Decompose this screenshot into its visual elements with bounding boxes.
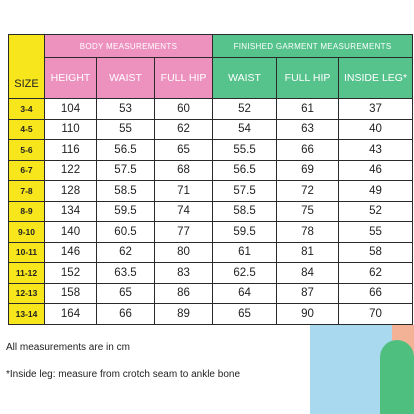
inside-leg-cell: 55 [339, 222, 413, 243]
height-cell: 128 [45, 181, 97, 202]
body-measurements-header: BODY MEASUREMENTS [45, 35, 213, 58]
finished-full-hip-cell: 87 [277, 283, 339, 304]
inside-leg-cell: 46 [339, 160, 413, 181]
inside-leg-cell: 37 [339, 99, 413, 120]
height-cell: 164 [45, 304, 97, 325]
inside-leg-cell: 62 [339, 263, 413, 284]
table-row [9, 160, 413, 181]
table-row [9, 201, 413, 222]
size-cell: 13-14 [9, 304, 45, 325]
height-cell: 140 [45, 222, 97, 243]
finished-full-hip-cell: 66 [277, 140, 339, 161]
height-cell: 134 [45, 201, 97, 222]
inside-leg-cell: 43 [339, 140, 413, 161]
size-chart-body [9, 99, 413, 325]
column-header-row [9, 58, 413, 99]
finished-full-hip-cell: 75 [277, 201, 339, 222]
column-header-finished-waist: WAIST [213, 58, 277, 99]
decorative-peach-block [392, 325, 414, 385]
height-cell: 104 [45, 99, 97, 120]
units-note: All measurements are in cm [6, 342, 130, 353]
finished-full-hip-cell: 63 [277, 119, 339, 140]
inside-leg-cell: 49 [339, 181, 413, 202]
finished-full-hip-cell: 81 [277, 242, 339, 263]
finished-waist-cell: 58.5 [213, 201, 277, 222]
column-header-body-full-hip: FULL HIP [155, 58, 213, 99]
size-cell: 6-7 [9, 160, 45, 181]
finished-full-hip-cell: 72 [277, 181, 339, 202]
body-waist-cell: 65 [97, 283, 155, 304]
finished-waist-cell: 61 [213, 242, 277, 263]
height-cell: 110 [45, 119, 97, 140]
inside-leg-cell: 66 [339, 283, 413, 304]
size-cell: 4-5 [9, 119, 45, 140]
decorative-blue-block [310, 325, 414, 414]
finished-waist-cell: 54 [213, 119, 277, 140]
finished-waist-cell: 55.5 [213, 140, 277, 161]
finished-full-hip-cell: 61 [277, 99, 339, 120]
body-waist-cell: 60.5 [97, 222, 155, 243]
size-cell: 8-9 [9, 201, 45, 222]
table-row [9, 283, 413, 304]
column-header-inside-leg: INSIDE LEG* [339, 58, 413, 99]
size-cell: 11-12 [9, 263, 45, 284]
finished-full-hip-cell: 78 [277, 222, 339, 243]
column-header-body-waist: WAIST [97, 58, 155, 99]
inside-leg-cell: 58 [339, 242, 413, 263]
finished-waist-cell: 56.5 [213, 160, 277, 181]
finished-full-hip-cell: 90 [277, 304, 339, 325]
size-cell: 5-6 [9, 140, 45, 161]
size-column-header: SIZE [9, 35, 45, 99]
table-row [9, 181, 413, 202]
body-waist-cell: 66 [97, 304, 155, 325]
size-cell: 12-13 [9, 283, 45, 304]
body-full-hip-cell: 74 [155, 201, 213, 222]
finished-waist-cell: 62.5 [213, 263, 277, 284]
body-full-hip-cell: 62 [155, 119, 213, 140]
body-waist-cell: 56.5 [97, 140, 155, 161]
body-waist-cell: 53 [97, 99, 155, 120]
table-row [9, 99, 413, 120]
finished-waist-cell: 52 [213, 99, 277, 120]
body-full-hip-cell: 83 [155, 263, 213, 284]
height-cell: 158 [45, 283, 97, 304]
table-row [9, 242, 413, 263]
table-row [9, 119, 413, 140]
size-cell: 10-11 [9, 242, 45, 263]
body-waist-cell: 63.5 [97, 263, 155, 284]
body-waist-cell: 55 [97, 119, 155, 140]
body-full-hip-cell: 86 [155, 283, 213, 304]
body-full-hip-cell: 65 [155, 140, 213, 161]
inside-leg-note: *Inside leg: measure from crotch seam to ankle bone [6, 369, 241, 380]
decorative-green-arch [380, 340, 414, 414]
finished-waist-cell: 59.5 [213, 222, 277, 243]
size-cell: 3-4 [9, 99, 45, 120]
height-cell: 122 [45, 160, 97, 181]
inside-leg-cell: 40 [339, 119, 413, 140]
table-row [9, 304, 413, 325]
size-chart-table [8, 34, 413, 325]
height-cell: 152 [45, 263, 97, 284]
table-row [9, 140, 413, 161]
finished-waist-cell: 65 [213, 304, 277, 325]
body-full-hip-cell: 68 [155, 160, 213, 181]
body-waist-cell: 59.5 [97, 201, 155, 222]
height-cell: 146 [45, 242, 97, 263]
table-row [9, 222, 413, 243]
finished-full-hip-cell: 69 [277, 160, 339, 181]
column-header-finished-full-hip: FULL HIP [277, 58, 339, 99]
size-cell: 9-10 [9, 222, 45, 243]
body-full-hip-cell: 71 [155, 181, 213, 202]
body-full-hip-cell: 89 [155, 304, 213, 325]
body-full-hip-cell: 80 [155, 242, 213, 263]
height-cell: 116 [45, 140, 97, 161]
finished-full-hip-cell: 84 [277, 263, 339, 284]
finished-garment-measurements-header: FINISHED GARMENT MEASUREMENTS [213, 35, 413, 58]
inside-leg-cell: 52 [339, 201, 413, 222]
finished-waist-cell: 57.5 [213, 181, 277, 202]
body-full-hip-cell: 77 [155, 222, 213, 243]
inside-leg-cell: 70 [339, 304, 413, 325]
table-row [9, 263, 413, 284]
body-waist-cell: 62 [97, 242, 155, 263]
body-waist-cell: 58.5 [97, 181, 155, 202]
body-waist-cell: 57.5 [97, 160, 155, 181]
column-header-height: HEIGHT [45, 58, 97, 99]
size-cell: 7-8 [9, 181, 45, 202]
finished-waist-cell: 64 [213, 283, 277, 304]
group-header-row [9, 35, 413, 58]
body-full-hip-cell: 60 [155, 99, 213, 120]
